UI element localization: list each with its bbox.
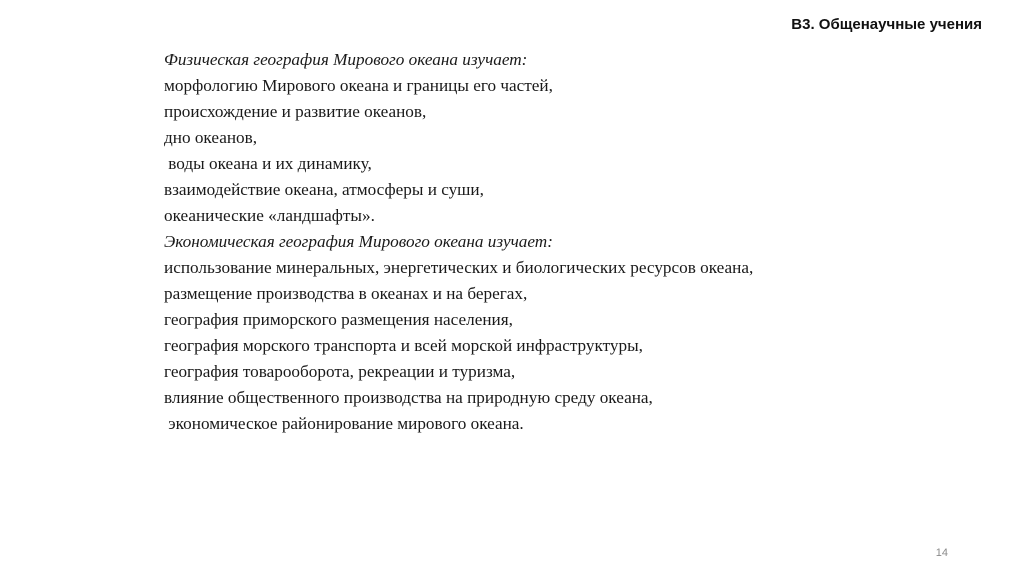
list-item: география морского транспорта и всей морской инфраструктуры,	[164, 336, 643, 355]
list-item: использование минеральных, энергетических и биологических ресурсов океана,	[164, 258, 754, 277]
slide-body	[164, 47, 753, 437]
list-item: дно океанов,	[164, 128, 258, 147]
list-item: география приморского размещения населения,	[164, 310, 513, 329]
list-item: влияние общественного производства на природную среду океана,	[164, 388, 653, 407]
slide-title: В3. Общенаучные учения	[791, 16, 982, 33]
list-item: морфологию Мирового океана и границы его частей,	[164, 76, 553, 95]
list-item: география товарооборота, рекреации и туризма,	[164, 362, 516, 381]
list-item: размещение производства в океанах и на берегах,	[164, 284, 528, 303]
list-item: воды океана и их динамику,	[164, 154, 372, 173]
page-number: 14	[935, 547, 948, 559]
section-heading-economic: Экономическая география Мирового океана изучает:	[164, 232, 553, 251]
list-item: океанические «ландшафты».	[164, 206, 375, 225]
section-heading-physical: Физическая география Мирового океана изучает:	[164, 50, 528, 69]
list-item: экономическое районирование мирового океана.	[164, 414, 524, 433]
list-item: взаимодействие океана, атмосферы и суши,	[164, 180, 484, 199]
list-item: происхождение и развитие океанов,	[164, 102, 427, 121]
